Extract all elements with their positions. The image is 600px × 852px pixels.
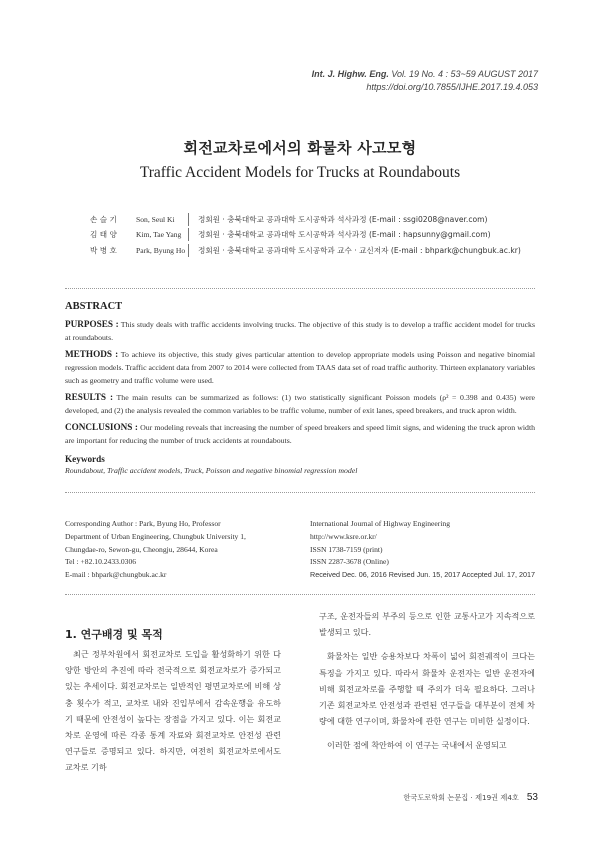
journal-name: International Journal of Highway Engineering xyxy=(310,519,451,528)
abstract-results xyxy=(65,391,535,417)
abstract-purposes xyxy=(65,318,535,344)
received-dates: Received Dec. 06, 2016 Revised Jun. 15, 2017 Accepted Jul. 17, 2017 xyxy=(310,570,535,580)
author-name-korean: 김 태 양 xyxy=(90,230,117,240)
body-column-left xyxy=(65,646,281,776)
divider-bottom xyxy=(65,594,535,595)
author-affiliation: 정회원 · 충북대학교 공과대학 도시공학과 석사과정 (E-mail : ssgi0208@naver.com) xyxy=(198,215,488,224)
author-name-english: Son, Seul Ki xyxy=(136,215,175,224)
author-affiliation: 정회원 · 충북대학교 공과대학 도시공학과 석사과정 (E-mail : hapsunny@gmail.com) xyxy=(198,230,491,240)
abstract-methods xyxy=(65,348,535,388)
corr-line: Chungdae-ro, Sewon-gu, Cheongju, 28644, Korea xyxy=(65,544,218,554)
author-row xyxy=(90,212,521,227)
title-korean: 회전교차로에서의 화물차 사고모형 xyxy=(183,139,417,157)
results-text: The main results can be summarized as follows: (1) two statistically significant Poisson models (ρ² = 0.398 and 0.435) were developed, and (2) the analysis revealed the common variables to be traffic volume, number of exit lanes, speed breakers, and truck apron width. xyxy=(65,393,535,416)
keywords-heading: Keywords xyxy=(65,454,105,464)
author-divider xyxy=(188,213,198,226)
author-name-english: Kim, Tae Yang xyxy=(136,230,182,240)
journal-url[interactable]: http://www.ksre.or.kr/ xyxy=(310,531,377,541)
author-divider xyxy=(188,244,198,257)
corr-line: Tel : +82.10.2433.0306 xyxy=(65,557,137,567)
page-number: 53 xyxy=(526,792,538,803)
body-paragraph: 이러한 점에 착안하여 이 연구는 국내에서 운영되고 xyxy=(327,740,507,751)
results-label: RESULTS : xyxy=(65,392,114,402)
title-english: Traffic Accident Models for Trucks at Roundabouts xyxy=(139,164,461,181)
author-row xyxy=(90,227,521,242)
body-paragraph: 최근 정부차원에서 회전교차로 도입을 활성화하기 위한 다양한 방안의 추진에 따라 전국적으로 회전교차로가 증가되고 있는 추세이다. 회전교차로는 일반적인 평면교차로에 비해 상충 횟수가 적고, 교차로 내와 진입부에서 감속운행을 유도하기 때문에 안전성이 높다는 장점을 가지고 있다. 이는 회전교차로 운영에 따른 각종 통계 자료와 회전교차로 안전성 관련 연구들로 증명되고 있다. 하지만, 여전히 회전교차로에서도 교차로 기하 xyxy=(65,649,281,773)
abstract-conclusions xyxy=(65,421,535,447)
author-name-korean: 박 병 호 xyxy=(90,245,117,255)
author-row xyxy=(90,243,521,258)
body-paragraph: 화물차는 일반 승용차보다 차폭이 넓어 회전궤적이 크다는 특징을 가지고 있다. 따라서 화물차 운전자는 일반 운전자에 비해 회전교차로를 주행할 때 주의가 더욱 필요하다. 그러나 기존 회전교차로 안전성과 관련된 연구들을 대부분이 전체 차량에 대한 연구이며, 화물차에 관한 연구는 미비한 실정이다. xyxy=(319,651,535,727)
issn-print: ISSN 1738-7159 (print) xyxy=(310,544,383,554)
purposes-text: This study deals with traffic accidents involving trucks. The objective of this study is to develop a traffic accident model for trucks at roundabouts. xyxy=(65,320,535,343)
journal-abbrev: Int. J. Highw. Eng. xyxy=(311,69,389,79)
issn-online: ISSN 2287-3678 (Online) xyxy=(310,557,389,567)
methods-text: To achieve its objective, this study gives particular attention to develop appropriate models using Poisson and negative binomial regression models. Traffic accident data from 2007 to 2014 were collected from TAAS data set of road traffic authority. Thirteen explanatory variables such as geometry and traffic volume were used. xyxy=(65,350,535,386)
journal-info-block xyxy=(310,518,550,582)
author-name-korean: 손 슬 기 xyxy=(90,215,117,224)
journal-citation xyxy=(312,68,538,94)
conclusions-label: CONCLUSIONS : xyxy=(65,422,138,432)
doi-link[interactable]: https://doi.org/10.7855/IJHE.2017.19.4.053 xyxy=(366,82,538,92)
corresponding-author-block xyxy=(65,518,305,582)
abstract-heading: ABSTRACT xyxy=(65,301,123,312)
conclusions-text: Our modeling reveals that increasing the number of speed breakers and speed limit signs, and widening the truck apron width are important for reducing the number of truck accidents at roundabouts. xyxy=(65,423,536,446)
corr-email[interactable]: E-mail : bhpark@chungbuk.ac.kr xyxy=(65,570,167,580)
body-column-right xyxy=(319,608,535,754)
methods-label: METHODS : xyxy=(65,349,119,359)
divider-top xyxy=(65,288,535,289)
divider-middle xyxy=(65,492,535,493)
corr-line: Corresponding Author : Park, Byung Ho, Professor xyxy=(65,519,221,528)
footer-journal: 한국도로학회 논문집 · 제19권 제4호 xyxy=(403,793,519,802)
body-paragraph: 구조, 운전자들의 부주의 등으로 인한 교통사고가 지속적으로 발생되고 있다. xyxy=(319,611,535,638)
corr-line: Department of Urban Engineering, Chungbuk University 1, xyxy=(65,531,246,541)
keywords-text: Roundabout, Traffic accident models, Truck, Poisson and negative binomial regression model xyxy=(65,466,358,475)
author-divider xyxy=(188,228,198,241)
section-heading: 1. 연구배경 및 목적 xyxy=(65,628,163,641)
purposes-label: PURPOSES : xyxy=(65,319,119,329)
author-list xyxy=(90,212,521,258)
author-name-english: Park, Byung Ho xyxy=(136,245,186,255)
author-affiliation: 정회원 · 충북대학교 공과대학 도시공학과 교수 · 교신저자 (E-mail : bhpark@chungbuk.ac.kr) xyxy=(198,245,521,255)
page-footer xyxy=(403,792,538,803)
journal-volume: Vol. 19 No. 4 : 53~59 AUGUST 2017 xyxy=(388,69,538,79)
